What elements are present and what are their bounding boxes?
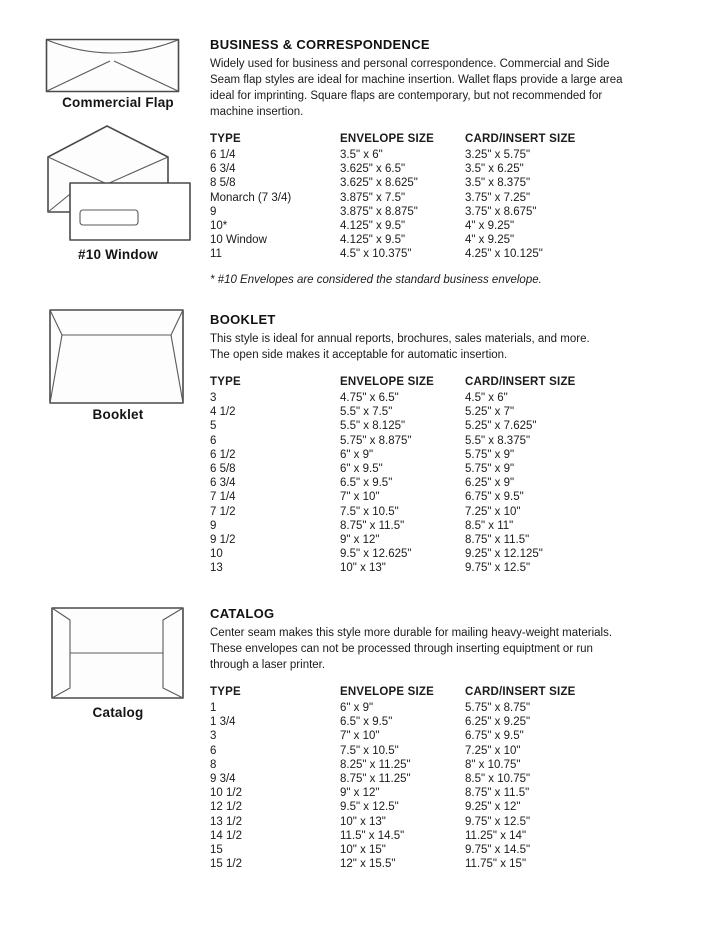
- table-cell: 8: [210, 758, 217, 771]
- table-cell: 5.5" x 8.375": [465, 434, 531, 447]
- table-cell: 12 1/2: [210, 801, 242, 814]
- table-header-row: [210, 376, 615, 391]
- table-cell: 12" x 15.5": [340, 858, 396, 871]
- figure-label-catalog: Catalog: [92, 705, 144, 720]
- table-cell: 3.625" x 8.625": [340, 177, 418, 190]
- table-row: [210, 701, 615, 715]
- section-business-correspondence: [210, 37, 690, 286]
- column-header-envelope-size: ENVELOPE SIZE: [340, 376, 434, 388]
- table-cell: 7.5" x 10.5": [340, 744, 399, 757]
- table-cell: 9" x 12": [340, 787, 380, 800]
- table-cell: 3.875" x 7.5": [340, 191, 406, 204]
- table-cell: 6" x 9.5": [340, 463, 383, 476]
- catalog-envelope-icon: [50, 604, 185, 700]
- table-cell: 5.75" x 8.875": [340, 434, 412, 447]
- table-row: [210, 419, 615, 433]
- section-description: [210, 625, 690, 673]
- table-cell: 5.75" x 9": [465, 448, 515, 461]
- table-row: [210, 715, 615, 729]
- table-header-row: [210, 133, 615, 148]
- section-heading: BOOKLET: [210, 312, 276, 327]
- section-booklet: [210, 312, 690, 586]
- table-row: [210, 448, 615, 462]
- table-cell: 5: [210, 420, 217, 433]
- table-cell: 8.75" x 11.5": [465, 787, 530, 800]
- table-row: [210, 758, 615, 772]
- booklet-envelope-icon: [48, 308, 185, 405]
- table-cell: 8.75" x 11.5": [465, 534, 530, 547]
- table-cell: 8.75" x 11.25": [340, 773, 411, 786]
- table-row: [210, 247, 615, 261]
- table-row: [210, 800, 615, 814]
- description-line: through a laser printer.: [210, 659, 326, 671]
- table-cell: 9.5" x 12.5": [340, 801, 399, 814]
- column-header-type: TYPE: [210, 686, 241, 698]
- table-cell: 9 1/2: [210, 534, 236, 547]
- table-cell: 6 1/2: [210, 448, 236, 461]
- description-line: Widely used for business and personal correspondence. Commercial and Side: [210, 58, 610, 70]
- table-cell: 3.5" x 8.375": [465, 177, 531, 190]
- table-cell: 14 1/2: [210, 829, 242, 842]
- table-cell: 10" x 15": [340, 844, 386, 857]
- table-cell: 7 1/4: [210, 491, 236, 504]
- table-cell: 6 3/4: [210, 163, 236, 176]
- table-row: [210, 205, 615, 219]
- table-cell: 4" x 9.25": [465, 234, 515, 247]
- table-row: [210, 547, 615, 561]
- table-cell: 5.75" x 9": [465, 463, 515, 476]
- commercial-flap-envelope-icon: [45, 38, 180, 93]
- column-header-type: TYPE: [210, 133, 241, 145]
- table-cell: 9: [210, 205, 217, 218]
- table-cell: 10" x 13": [340, 815, 386, 828]
- table-cell: 9.25" x 12": [465, 801, 521, 814]
- table-row: [210, 490, 615, 504]
- table-cell: 6.75" x 9.5": [465, 491, 524, 504]
- table-cell: 5.5" x 7.5": [340, 406, 393, 419]
- section-heading: CATALOG: [210, 606, 275, 621]
- table-header-row: [210, 686, 615, 701]
- description-line: Center seam makes this style more durable for mailing heavy-weight materials.: [210, 627, 613, 639]
- table-cell: 1 3/4: [210, 716, 236, 729]
- description-line: ideal for imprinting. Square flaps are contemporary, but not recommended for: [210, 90, 603, 102]
- table-cell: 6.75" x 9.5": [465, 730, 524, 743]
- booklet-envelope-illustration: [48, 308, 185, 405]
- table-cell: 5.5" x 8.125": [340, 420, 406, 433]
- table-cell: 8.75" x 11.5": [340, 519, 405, 532]
- table-cell: Monarch (7 3/4): [210, 191, 292, 204]
- table-cell: 9.75" x 14.5": [465, 844, 531, 857]
- section-description: [210, 56, 690, 120]
- table-cell: 9.25" x 12.125": [465, 548, 543, 561]
- column-header-card-insert-size: CARD/INSERT SIZE: [465, 133, 576, 145]
- table-cell: 3.5" x 6": [340, 149, 383, 161]
- table-cell: 9.5" x 12.625": [340, 548, 412, 561]
- table-cell: 8" x 10.75": [465, 758, 521, 771]
- table-row: [210, 772, 615, 786]
- table-cell: 13 1/2: [210, 815, 242, 828]
- table-cell: 7.25" x 10": [465, 744, 521, 757]
- table-row: [210, 148, 615, 162]
- number10-window-envelope-icon: [30, 122, 195, 247]
- table-cell: 4 1/2: [210, 406, 236, 419]
- table-cell: 15: [210, 844, 223, 857]
- figure-label-booklet: Booklet: [92, 407, 144, 422]
- table-row: [210, 815, 615, 829]
- table-row: [210, 191, 615, 205]
- table-cell: 9 3/4: [210, 773, 236, 786]
- column-header-type: TYPE: [210, 376, 241, 388]
- table-cell: 4.125" x 9.5": [340, 220, 406, 233]
- table-cell: 9" x 12": [340, 534, 380, 547]
- table-cell: 3: [210, 730, 217, 743]
- table-cell: 6 3/4: [210, 477, 236, 490]
- table-cell: 9.75" x 12.5": [465, 562, 531, 575]
- standard-envelope-footnote: * #10 Envelopes are considered the standard business envelope.: [210, 273, 542, 286]
- table-cell: 8.5" x 10.75": [465, 773, 531, 786]
- table-cell: 9: [210, 519, 217, 532]
- table-cell: 6.25" x 9.25": [465, 716, 531, 729]
- table-cell: 8.25" x 11.25": [340, 758, 411, 771]
- commercial-flap-envelope-illustration: [45, 38, 180, 93]
- table-cell: 15 1/2: [210, 858, 242, 871]
- table-row: [210, 405, 615, 419]
- table-cell: 5.25" x 7": [465, 406, 515, 419]
- table-cell: 8 5/8: [210, 177, 236, 190]
- section-heading: BUSINESS & CORRESPONDENCE: [210, 37, 430, 52]
- table-row: [210, 786, 615, 800]
- table-row: [210, 533, 615, 547]
- booklet-size-table: [210, 376, 615, 576]
- table-cell: 8.5" x 11": [465, 519, 514, 532]
- table-cell: 7" x 10": [340, 730, 380, 743]
- table-cell: 3.5" x 6.25": [465, 163, 524, 176]
- table-cell: 6" x 9": [340, 448, 374, 461]
- table-cell: 11.75" x 15": [465, 858, 527, 871]
- column-header-card-insert-size: CARD/INSERT SIZE: [465, 686, 576, 698]
- table-cell: 7.25" x 10": [465, 505, 521, 518]
- table-cell: 11: [210, 248, 222, 261]
- table-cell: 3: [210, 392, 217, 404]
- table-cell: 6 1/4: [210, 149, 236, 161]
- table-row: [210, 233, 615, 247]
- description-line: Seam flap styles are ideal for machine insertion. Wallet flaps provide a large area: [210, 74, 623, 86]
- table-body: [210, 701, 615, 871]
- table-cell: 13: [210, 562, 223, 575]
- table-cell: 4.5" x 10.375": [340, 248, 412, 261]
- table-cell: 3.625" x 6.5": [340, 163, 406, 176]
- business-size-table: [210, 133, 615, 262]
- table-cell: 7 1/2: [210, 505, 236, 518]
- table-cell: 1: [210, 702, 217, 714]
- table-cell: 6" x 9": [340, 702, 374, 714]
- table-row: [210, 391, 615, 405]
- column-header-envelope-size: ENVELOPE SIZE: [340, 133, 434, 145]
- column-header-envelope-size: ENVELOPE SIZE: [340, 686, 434, 698]
- description-line: The open side makes it acceptable for automatic insertion.: [210, 349, 508, 361]
- description-line: This style is ideal for annual reports, brochures, sales materials, and more.: [210, 333, 590, 345]
- figure-label-commercial-flap: Commercial Flap: [62, 95, 174, 110]
- table-cell: 7" x 10": [340, 491, 380, 504]
- table-row: [210, 219, 615, 233]
- table-cell: 10*: [210, 220, 228, 233]
- section-catalog: [210, 606, 690, 881]
- number10-window-envelope-illustration: [30, 122, 195, 247]
- table-cell: 6: [210, 434, 217, 447]
- table-cell: 6.5" x 9.5": [340, 716, 393, 729]
- table-cell: 10 Window: [210, 234, 267, 247]
- column-header-card-insert-size: CARD/INSERT SIZE: [465, 376, 576, 388]
- table-cell: 3.25" x 5.75": [465, 149, 531, 161]
- table-body: [210, 148, 615, 262]
- table-row: [210, 561, 615, 575]
- table-row: [210, 434, 615, 448]
- table-row: [210, 462, 615, 476]
- table-row: [210, 744, 615, 758]
- table-cell: 9.75" x 12.5": [465, 815, 531, 828]
- table-row: [210, 176, 615, 190]
- table-cell: 6: [210, 744, 217, 757]
- table-cell: 11.5" x 14.5": [340, 829, 405, 842]
- figure-label-number10-window: #10 Window: [78, 247, 158, 262]
- table-cell: 7.5" x 10.5": [340, 505, 399, 518]
- table-cell: 10: [210, 548, 223, 561]
- table-cell: 3.875" x 8.875": [340, 205, 418, 218]
- table-cell: 5.75" x 8.75": [465, 702, 531, 714]
- table-cell: 4.75" x 6.5": [340, 392, 399, 404]
- table-cell: 6.25" x 9": [465, 477, 515, 490]
- table-row: [210, 162, 615, 176]
- table-cell: 4.25" x 10.125": [465, 248, 543, 261]
- table-cell: 4.125" x 9.5": [340, 234, 406, 247]
- table-row: [210, 729, 615, 743]
- table-row: [210, 843, 615, 857]
- table-cell: 11.25" x 14": [465, 829, 527, 842]
- table-row: [210, 505, 615, 519]
- catalog-envelope-illustration: [50, 604, 185, 700]
- description-line: These envelopes can not be processed through inserting equiptment or run: [210, 643, 593, 655]
- table-cell: 6.5" x 9.5": [340, 477, 393, 490]
- description-line: machine insertion.: [210, 106, 304, 118]
- table-cell: 5.25" x 7.625": [465, 420, 537, 433]
- catalog-size-table: [210, 686, 615, 871]
- table-cell: 10 1/2: [210, 787, 242, 800]
- table-cell: 4" x 9.25": [465, 220, 515, 233]
- table-row: [210, 519, 615, 533]
- table-cell: 4.5" x 6": [465, 392, 508, 404]
- table-row: [210, 829, 615, 843]
- table-cell: 6 5/8: [210, 463, 236, 476]
- table-row: [210, 857, 615, 871]
- table-cell: 3.75" x 7.25": [465, 191, 531, 204]
- section-description: [210, 331, 690, 363]
- table-cell: 10" x 13": [340, 562, 386, 575]
- table-body: [210, 391, 615, 576]
- table-row: [210, 476, 615, 490]
- table-cell: 3.75" x 8.675": [465, 205, 537, 218]
